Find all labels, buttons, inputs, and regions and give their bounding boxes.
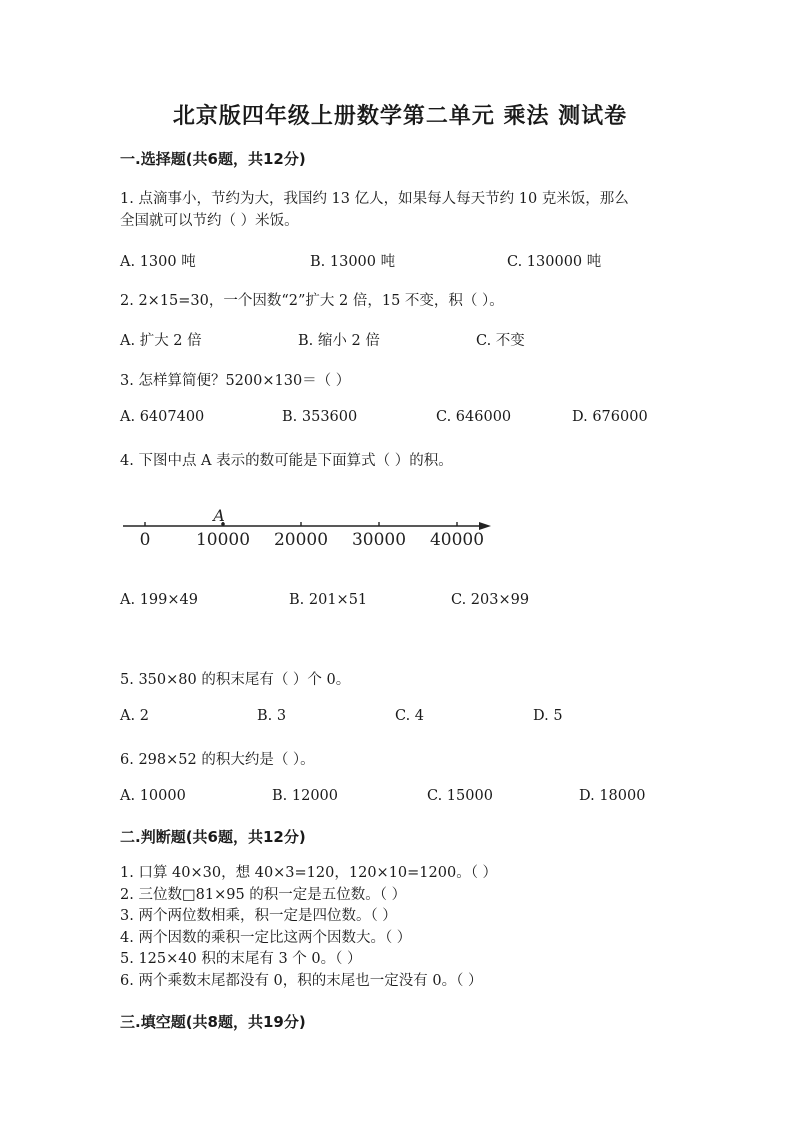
section-heading-fill-in: 三.填空题(共8题，共19分) (120, 1013, 306, 1031)
q3-option-d: D. 676000 (572, 409, 648, 425)
question-4: 4. 下图中点 A 表示的数可能是下面算式（ ）的积。 (120, 453, 453, 469)
number-line-tick-label: 10000 (195, 530, 251, 550)
page-title: 北京版四年级上册数学第二单元 乘法 测试卷 (172, 104, 628, 129)
number-line-tick-label: 30000 (351, 530, 407, 550)
q6-option-a: A. 10000 (120, 788, 186, 804)
q5-option-b: B. 3 (257, 708, 287, 724)
q5-option-a: A. 2 (120, 708, 149, 724)
point-a-label: A (213, 506, 225, 525)
question-2: 2. 2×15=30，一个因数“2”扩大 2 倍，15 不变，积（ ）。 (120, 293, 504, 309)
q4-option-a: A. 199×49 (120, 592, 198, 608)
question-3: 3. 怎样算简便？5200×130＝（ ） (120, 373, 351, 389)
number-line-figure (115, 500, 505, 555)
q3-option-a: A. 6407400 (120, 409, 205, 425)
question-1-line-2: 全国就可以节约（ ）米饭。 (120, 213, 299, 229)
q1-option-c: C. 130000 吨 (507, 254, 602, 270)
section-heading-choice: 一.选择题(共6题，共12分) (120, 150, 306, 168)
q3-option-c: C. 646000 (436, 409, 512, 425)
q2-option-c: C. 不变 (476, 333, 525, 349)
q6-option-b: B. 12000 (272, 788, 339, 804)
number-line-arrow-icon (479, 522, 491, 530)
q6-option-d: D. 18000 (579, 788, 646, 804)
number-line-tick-label: 20000 (273, 530, 329, 550)
q5-option-d: D. 5 (533, 708, 563, 724)
judgment-item: 4. 两个因数的乘积一定比这两个因数大。（ ） (120, 929, 412, 946)
number-line-tick-label: 40000 (429, 530, 485, 550)
judgment-item: 1. 口算 40×30，想 40×3=120，120×10=1200。（ ） (120, 865, 498, 881)
q5-option-c: C. 4 (395, 708, 425, 724)
question-5: 5. 350×80 的积末尾有（ ）个 0。 (120, 672, 351, 688)
q3-option-b: B. 353600 (282, 409, 358, 425)
number-line-tick-label: 0 (139, 530, 151, 550)
judgment-item: 2. 三位数□81×95 的积一定是五位数。（ ） (120, 886, 407, 903)
q2-option-a: A. 扩大 2 倍 (120, 333, 202, 349)
q1-option-a: A. 1300 吨 (120, 254, 196, 270)
q1-option-b: B. 13000 吨 (310, 254, 396, 270)
q4-option-b: B. 201×51 (289, 592, 368, 608)
judgment-item: 3. 两个两位数相乘，积一定是四位数。（ ） (120, 908, 397, 924)
question-6: 6. 298×52 的积大约是（ ）。 (120, 752, 315, 768)
question-1-line-1: 1. 点滴事小，节约为大，我国约 13 亿人，如果每人每天节约 10 克米饭，那么 (120, 191, 629, 207)
q2-option-b: B. 缩小 2 倍 (298, 333, 380, 349)
section-heading-judgment: 二.判断题(共6题，共12分) (120, 828, 306, 846)
judgment-item: 5. 125×40 积的末尾有 3 个 0。（ ） (120, 951, 362, 967)
q6-option-c: C. 15000 (427, 788, 493, 804)
q4-option-c: C. 203×99 (451, 592, 530, 608)
judgment-item: 6. 两个乘数末尾都没有 0，积的末尾也一定没有 0。（ ） (120, 972, 483, 989)
